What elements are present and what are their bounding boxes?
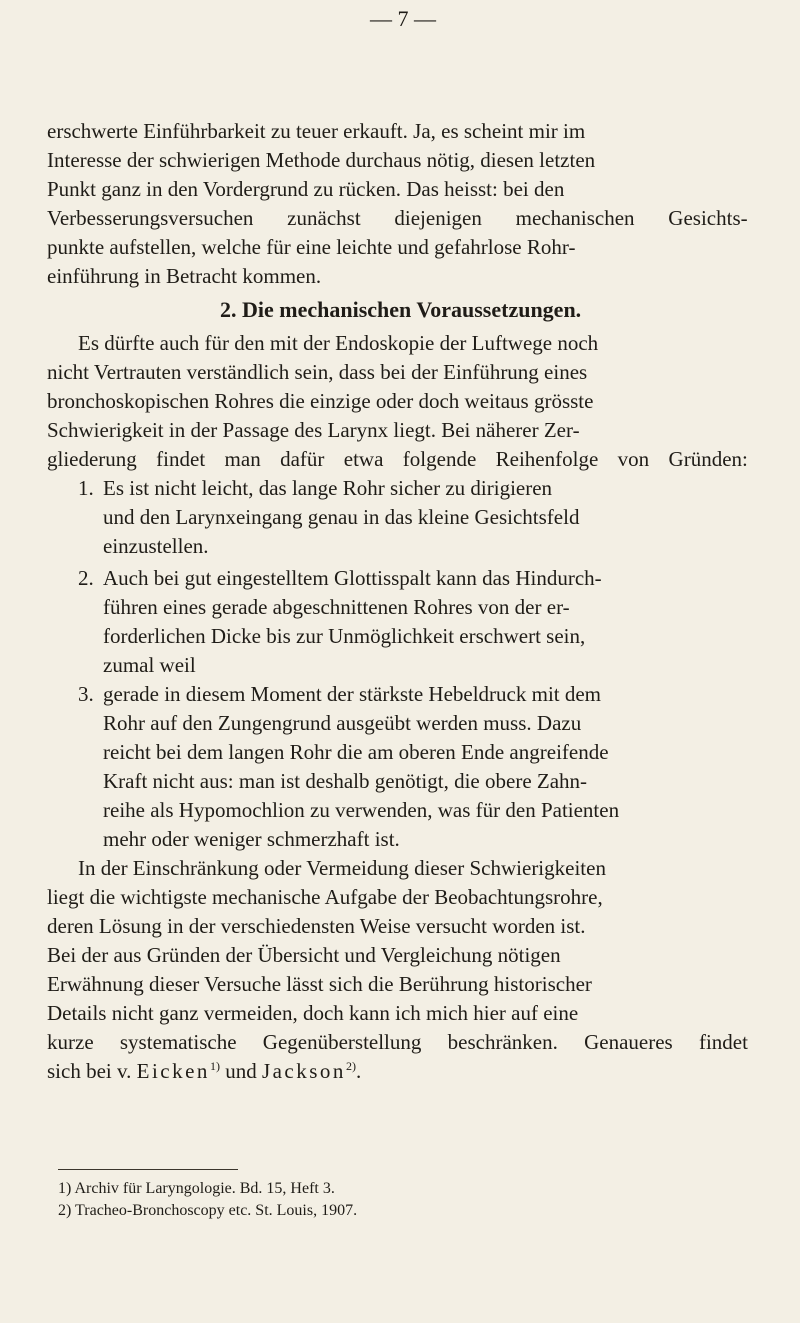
text-line: In der Einschränkung oder Vermeidung dieser Schwierigkeiten: [78, 856, 606, 880]
text-line: Schwierigkeit in der Passage des Larynx liegt. Bei näherer Zer-: [47, 418, 580, 442]
footnote-text: Tracheo-Bronchoscopy etc. St. Louis, 1907.: [75, 1202, 358, 1219]
text-line: Es dürfte auch für den mit der Endoskopie der Luftwege noch: [78, 331, 599, 355]
text-fragment: .: [355, 1059, 362, 1083]
text-line: Es ist nicht leicht, das lange Rohr sicher zu dirigieren: [103, 476, 553, 500]
text-line: Bei der aus Gründen der Übersicht und Vergleichung nötigen: [47, 943, 561, 967]
text-line: Rohr auf den Zungengrund ausgeübt werden muss. Dazu: [103, 711, 582, 735]
text-fragment: und: [219, 1059, 262, 1083]
text-line: bronchoskopischen Rohres die einzige oder doch weitaus grösste: [47, 389, 594, 413]
text-line: Verbesserungsversuchen zunächst diejenigen mechanischen Gesichts-: [47, 206, 748, 230]
text-line: nicht Vertrauten verständlich sein, dass bei der Einführung eines: [47, 360, 588, 384]
text-line: Punkt ganz in den Vordergrund zu rücken. Das heisst: bei den: [47, 177, 565, 201]
footnote: [58, 1203, 357, 1219]
text-fragment: sich bei v.: [47, 1059, 137, 1083]
text-line: zumal weil: [103, 653, 196, 677]
list-number: 3.: [78, 682, 94, 706]
text-line: führen eines gerade abgeschnittenen Rohres von der er-: [103, 595, 570, 619]
text-line: Erwähnung dieser Versuche lässt sich die Berührung historischer: [47, 972, 592, 996]
text-line: forderlichen Dicke bis zur Unmöglichkeit erschwert sein,: [103, 624, 586, 648]
list-number: 1.: [78, 476, 94, 500]
footnote-marker: 2): [58, 1202, 72, 1219]
section-heading: 2. Die mechanischen Voraussetzungen.: [220, 297, 582, 322]
text-line: Details nicht ganz vermeiden, doch kann ich mich hier auf eine: [47, 1001, 579, 1025]
text-line: erschwerte Einführbarkeit zu teuer erkauft. Ja, es scheint mir im: [47, 119, 586, 143]
footnote-reference: 1): [209, 1059, 220, 1073]
text-line-with-citations: [47, 1061, 361, 1082]
page-number: — 7 —: [370, 6, 436, 31]
text-line: mehr oder weniger schmerzhaft ist.: [103, 827, 400, 851]
text-line: einführung in Betracht kommen.: [47, 264, 322, 288]
text-line: gerade in diesem Moment der stärkste Hebeldruck mit dem: [103, 682, 602, 706]
footnote-divider: [58, 1169, 238, 1170]
text-line: reicht bei dem langen Rohr die am oberen Ende angreifende: [103, 740, 609, 764]
text-line: gliederung findet man dafür etwa folgende Reihenfolge von Gründen:: [47, 447, 748, 471]
text-line: Interesse der schwierigen Methode durchaus nötig, diesen letzten: [47, 148, 596, 172]
footnote-marker: 1): [58, 1180, 72, 1197]
author-name: Jackson: [261, 1059, 346, 1083]
text-line: kurze systematische Gegenüberstellung beschränken. Genaueres findet: [47, 1030, 748, 1054]
footnote-text: Archiv für Laryngologie. Bd. 15, Heft 3.: [74, 1180, 335, 1197]
text-line: punkte aufstellen, welche für eine leichte und gefahrlose Rohr-: [47, 235, 576, 259]
text-line: Auch bei gut eingestelltem Glottisspalt kann das Hindurch-: [103, 566, 602, 590]
text-line: Kraft nicht aus: man ist deshalb genötigt, die obere Zahn-: [103, 769, 588, 793]
text-line: einzustellen.: [103, 534, 209, 558]
footnote-reference: 2): [345, 1059, 356, 1073]
text-line: liegt die wichtigste mechanische Aufgabe der Beobachtungsrohre,: [47, 885, 603, 909]
text-line: reihe als Hypomochlion zu verwenden, was für den Patienten: [103, 798, 620, 822]
author-name: Eicken: [136, 1059, 210, 1083]
footnote: [58, 1181, 335, 1197]
text-line: und den Larynxeingang genau in das kleine Gesichtsfeld: [103, 505, 580, 529]
text-line: deren Lösung in der verschiedensten Weise versucht worden ist.: [47, 914, 586, 938]
list-number: 2.: [78, 566, 94, 590]
